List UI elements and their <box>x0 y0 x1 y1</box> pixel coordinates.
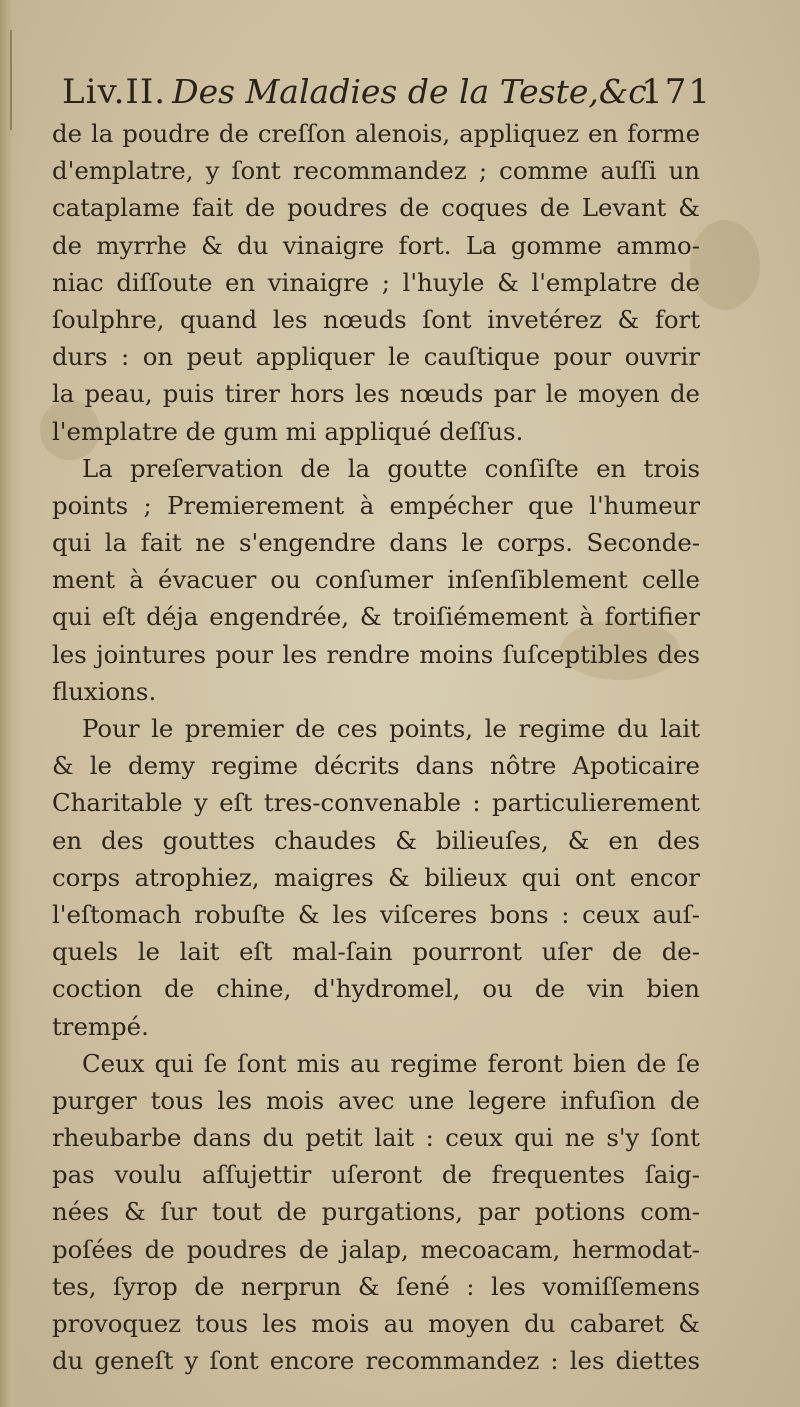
paper-stain <box>690 220 760 310</box>
running-head <box>62 64 712 120</box>
page-gutter-shadow <box>0 0 22 1407</box>
paragraph <box>52 710 700 1045</box>
paragraph <box>52 450 700 710</box>
text-line: points ; Premierement à empécher que l'humeur <box>52 490 700 520</box>
text-line: Charitable y eſt tres-convenable : particulierement <box>52 788 700 818</box>
book-number: Liv.II. <box>62 72 167 112</box>
text-line: qui eſt déja engendrée, & troiſiémement à fortifier <box>52 602 700 632</box>
text-line: provoquez tous les mois au moyen du cabaret & <box>52 1309 700 1338</box>
text-line: trempé. <box>52 1011 149 1041</box>
page-number: 171 <box>641 72 712 112</box>
text-line: Ceux qui ſe ſont mis au regime feront bien de ſe <box>82 1048 700 1078</box>
body-text <box>52 115 700 1379</box>
text-line: ment à évacuer ou conſumer inſenſiblement celle <box>52 565 700 595</box>
text-line: tes, ſyrop de nerprun & ſené : les vomiſſemens <box>52 1271 700 1301</box>
text-line: la peau, puis tirer hors les nœuds par le moyen de <box>52 379 700 409</box>
text-line: les jointures pour les rendre moins ſuſceptibles des <box>52 639 700 669</box>
text-line: l'eſtomach robuſte & les viſceres bons : ceux auſ- <box>52 899 700 929</box>
text-line: La preſervation de la goutte conſiſte en trois <box>82 453 700 483</box>
text-line: & le demy regime décrits dans nôtre Apoticaire <box>52 751 700 781</box>
text-line: en des gouttes chaudes & bilieuſes, & en des <box>52 825 700 855</box>
text-line: cataplame fait de poudres de coques de Levant & <box>52 193 700 223</box>
text-line: coction de chine, d'hydromel, ou de vin bien <box>52 974 700 1004</box>
text-line: purger tous les mois avec une legere infuſion de <box>52 1085 700 1115</box>
text-line: fluxions. <box>52 676 157 706</box>
text-line: ſoulphre, quand les nœuds ſont invetérez & fort <box>52 304 700 334</box>
text-line: durs : on peut appliquer le cauſtique pour ouvrir <box>52 342 700 372</box>
text-line: nées & ſur tout de purgations, par potions com- <box>52 1197 700 1227</box>
text-line: du geneſt y ſont encore recommandez : les diettes <box>52 1346 700 1376</box>
text-line: poſées de poudres de jalap, mecoacam, hermodat- <box>52 1234 700 1264</box>
page-edge-mark <box>10 30 12 130</box>
paragraph <box>52 115 700 450</box>
text-line: de myrrhe & du vinaigre fort. La gomme ammo- <box>52 230 700 260</box>
paragraph <box>52 1045 700 1380</box>
text-line: quels le lait eſt mal-ſain pourront uſer de de- <box>52 937 700 967</box>
text-line: de la poudre de creſſon alenois, appliquez en forme <box>52 119 700 148</box>
text-line: rheubarbe dans du petit lait : ceux qui ne s'y ſont <box>52 1123 700 1153</box>
text-line: qui la fait ne s'engendre dans le corps. Seconde- <box>52 528 700 558</box>
text-line: niac diſſoute en vinaigre ; l'huyle & l'emplatre de <box>52 267 700 297</box>
chapter-title: Des Maladies de la Teste,&c. <box>172 72 658 111</box>
text-line: Pour le premier de ces points, le regime du lait <box>82 714 700 743</box>
text-line: l'emplatre de gum mi appliqué deſſus. <box>52 416 524 446</box>
text-line: corps atrophiez, maigres & bilieux qui ont encor <box>52 862 700 892</box>
text-line: d'emplatre, y ſont recommandez ; comme auſſi un <box>52 156 700 186</box>
text-line: pas voulu aſſujettir uſeront de frequentes ſaig- <box>52 1160 700 1190</box>
